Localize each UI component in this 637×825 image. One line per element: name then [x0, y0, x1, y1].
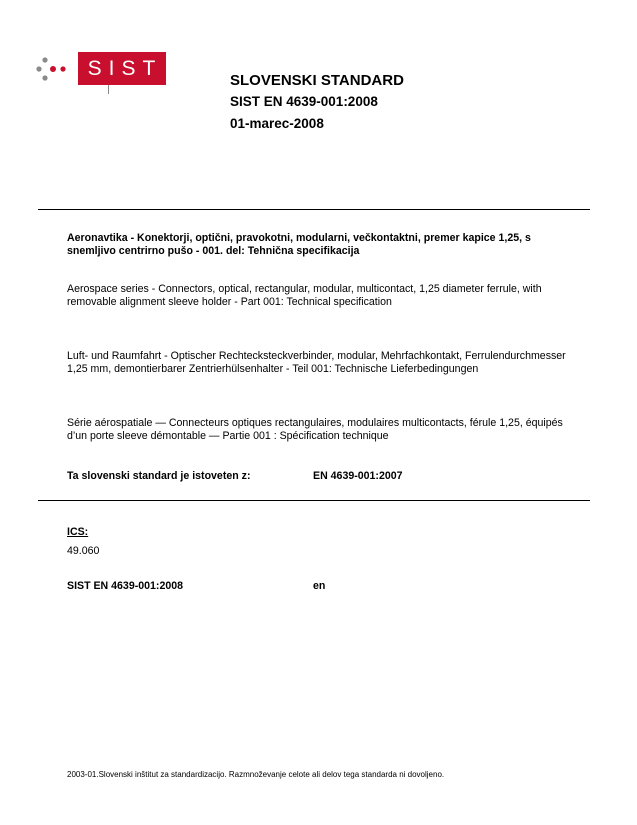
logo-text: SIST	[87, 57, 163, 80]
logo-divider	[108, 85, 109, 94]
footer-notice: 2003-01.Slovenski inštitut za standardizacijo. Razmnoževanje celote ali delov tega standarda ni dovoljeno.	[67, 770, 445, 779]
standard-date: 01-marec-2008	[230, 116, 324, 131]
identity-value: EN 4639-001:2007	[313, 470, 403, 482]
logo-dot	[42, 57, 47, 62]
reference-language: en	[313, 580, 326, 592]
title-french: Série aérospatiale — Connecteurs optiques rectangulaires, modulaires multicontacts, férule 1,25, équipés d’un porte sleeve démontable — Partie 001 : Spécification technique	[67, 417, 563, 442]
title-german: Luft- und Raumfahrt - Optischer Rechtecksteckverbinder, modular, Mehrfachkontakt, Ferrulendurchmesser 1,25 mm, demontierbarer Zentrierhülsenhalter - Teil 001: Technische Lieferbedingungen	[67, 350, 566, 375]
logo-dots-icon	[36, 57, 70, 83]
top-divider	[38, 209, 590, 210]
identity-label: Ta slovenski standard je istoveten z:	[67, 470, 251, 482]
title-slovenian: Aeronavtika - Konektorji, optični, pravokotni, modularni, večkontaktni, premer kapice 1,25, s snemljivo centrirno pušo - 001. del: Tehnična specifikacija	[67, 232, 531, 257]
title-english: Aerospace series - Connectors, optical, rectangular, modular, multicontact, 1,25 diameter ferrule, with removable alignment sleeve holder - Part 001: Technical specification	[67, 283, 542, 308]
logo-dot	[42, 75, 47, 80]
logo-dot	[36, 66, 41, 71]
standard-heading: SLOVENSKI STANDARD	[230, 72, 404, 89]
ics-label: ICS:	[67, 526, 89, 538]
ics-value: 49.060	[67, 545, 100, 557]
reference-code: SIST EN 4639-001:2008	[67, 580, 184, 592]
logo-dot	[60, 66, 65, 71]
middle-divider	[38, 500, 590, 501]
standard-code: SIST EN 4639-001:2008	[230, 94, 378, 109]
logo-dot	[50, 66, 56, 72]
